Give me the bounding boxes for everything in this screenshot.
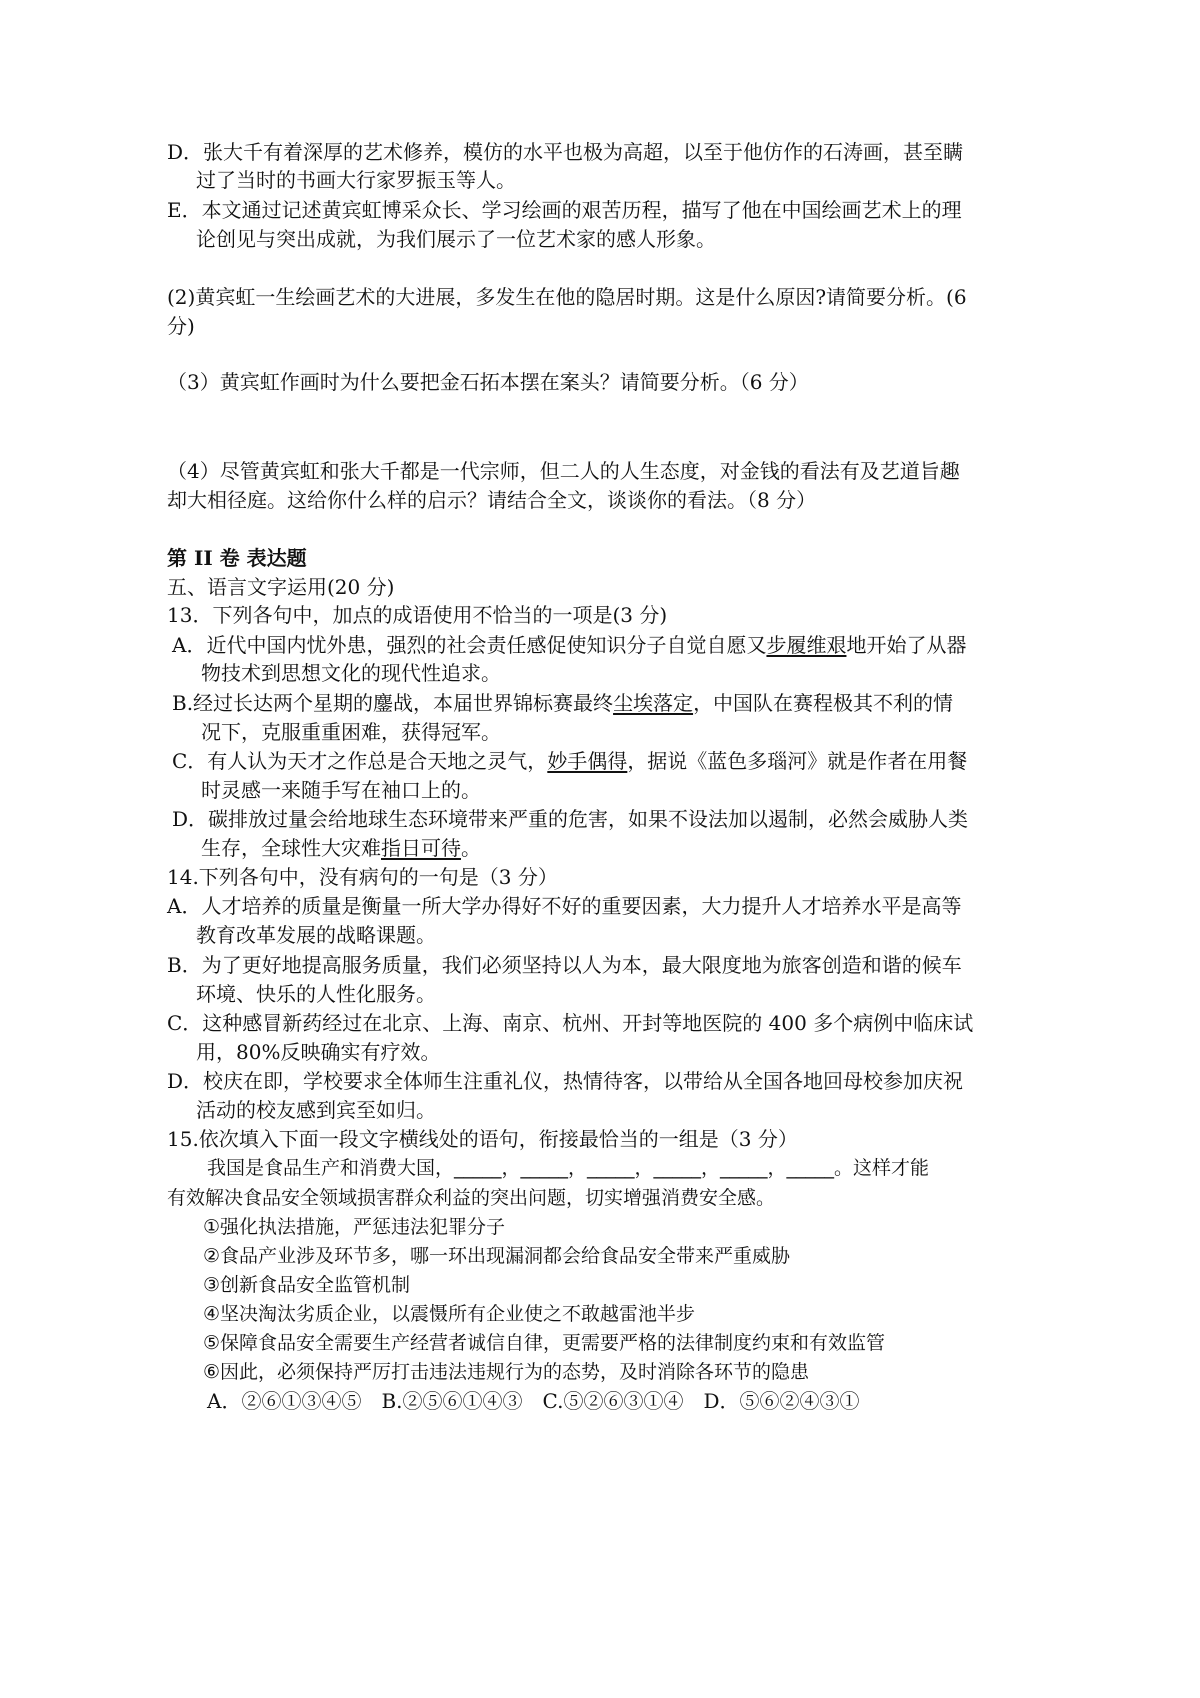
question-2-line1: (2)黄宾虹一生绘画艺术的大进展，多发生在他的隐居时期。这是什么原因?请简要分析。(6 [167,285,967,309]
q14-option-a-line1: A．人才培养的质量是衡量一所大学办得好不好的重要因素，大力提升人才培养水平是高等 [167,894,962,918]
q15-item-2: ②食品产业涉及环节多，哪一环出现漏洞都会给食品安全带来严重威胁 [203,1245,791,1267]
question-14-stem: 14.下列各句中，没有病句的一句是（3 分） [167,865,558,889]
q13-option-b-line1 [172,688,953,718]
q13-c-idiom: 妙手偶得 [547,749,628,773]
question-4-line1: （4）尽管黄宾虹和张大千都是一代宗师，但二人的人生态度，对金钱的看法有及艺道旨趣 [167,459,960,483]
q14-option-a-line2: 教育改革发展的战略课题。 [196,923,436,947]
q13-d-idiom: 指日可待 [381,836,461,860]
q13-option-b-line2: 况下，克服重重困难，获得冠军。 [201,720,501,744]
q14-option-c-line1: C．这种感冒新药经过在北京、上海、南京、杭州、开封等地医院的 400 多个病例中临床试 [167,1011,974,1035]
q13-a-idiom: 步履维艰 [766,633,847,657]
question-3: （3）黄宾虹作画时为什么要把金石拓本摆在案头？请简要分析。（6 分） [167,370,809,394]
q15-passage-line2: 有效解决食品安全领域损害群众利益的突出问题，切实增强消费安全感。 [167,1187,776,1209]
q15-answer-options: A．②⑥①③④⑤ B.②⑤⑥①④③ C.⑤②⑥③①④ D．⑤⑥②④③① [207,1389,860,1413]
q13-b-text: B.经过长达两个星期的鏖战，本届世界锦标赛最终 [172,691,614,715]
q15-item-1: ①强化执法措施，严惩违法犯罪分子 [203,1216,506,1238]
q14-option-b-line2: 环境、快乐的人性化服务。 [196,982,436,1006]
q13-option-a-line1 [172,630,966,660]
q13-b-idiom: 尘埃落定 [613,691,694,715]
q1-option-d-line2: 过了当时的书画大行家罗振玉等人。 [196,168,516,192]
q13-c-text: C．有人认为天才之作总是合天地之灵气， [172,749,548,773]
q1-option-e-line1: E．本文通过记述黄宾虹博采众长、学习绘画的艰苦历程，描写了他在中国绘画艺术上的理 [167,198,962,222]
q13-option-d-line2 [201,833,481,863]
q1-option-e-line2: 论创见与突出成就，为我们展示了一位艺术家的感人形象。 [196,227,716,251]
question-2-line2: 分) [167,314,195,338]
q13-option-c-line1 [172,746,967,776]
q1-option-d-line1: D．张大千有着深厚的艺术修养，模仿的水平也极为高超，以至于他仿作的石涛画，甚至瞒 [167,140,964,164]
q14-option-c-line2: 用，80%反映确实有疗效。 [196,1040,441,1064]
q13-d-text: 生存，全球性大灾难 [201,836,381,860]
q15-item-5: ⑤保障食品安全需要生产经营者诚信自律，更需要严格的法律制度约束和有效监管 [203,1332,886,1354]
q15-item-3: ③创新食品安全监管机制 [203,1274,411,1296]
section-heading: 五、语言文字运用(20 分) [167,575,395,599]
q13-b-text-end: ，中国队在赛程极其不利的情 [693,691,954,715]
q13-c-text-end: ，据说《蓝色多瑙河》就是作者在用餐 [627,749,968,773]
question-4-line2: 却大相径庭。这给你什么样的启示？请结合全文，谈谈你的看法。（8 分） [167,488,817,512]
q13-d-text-end: 。 [461,836,481,860]
q13-a-text: A．近代中国内忧外患，强烈的社会责任感促使知识分子自觉自愿又 [172,633,767,657]
q14-option-d-line2: 活动的校友感到宾至如归。 [196,1098,436,1122]
q15-item-6: ⑥因此，必须保持严厉打击违法违规行为的态势，及时消除各环节的隐患 [203,1361,810,1383]
question-15-stem: 15.依次填入下面一段文字横线处的语句，衔接最恰当的一组是（3 分） [167,1127,798,1151]
q14-option-b-line1: B．为了更好地提高服务质量，我们必须坚持以人为本，最大限度地为旅客创造和谐的候车 [167,953,962,977]
section-title: 第 II 卷 表达题 [167,546,307,570]
q15-item-4: ④坚决淘汰劣质企业，以震慑所有企业使之不敢越雷池半步 [203,1303,696,1325]
q13-a-text-end: 地开始了从器 [846,633,967,657]
q13-option-a-line2: 物技术到思想文化的现代性追求。 [201,661,501,685]
q13-option-c-line2: 时灵感一来随手写在袖口上的。 [201,778,481,802]
question-13-stem: 13．下列各句中，加点的成语使用不恰当的一项是(3 分) [167,603,668,627]
q15-passage-line1: 我国是食品生产和消费大国，_____，_____，_____，_____，_____，_____。这样才能 [207,1157,930,1179]
q13-option-d-line1: D．碳排放过量会给地球生态环境带来严重的危害，如果不设法加以遏制，必然会威胁人类 [172,807,969,831]
q14-option-d-line1: D．校庆在即，学校要求全体师生注重礼仪，热情待客，以带给从全国各地回母校参加庆祝 [167,1069,964,1093]
